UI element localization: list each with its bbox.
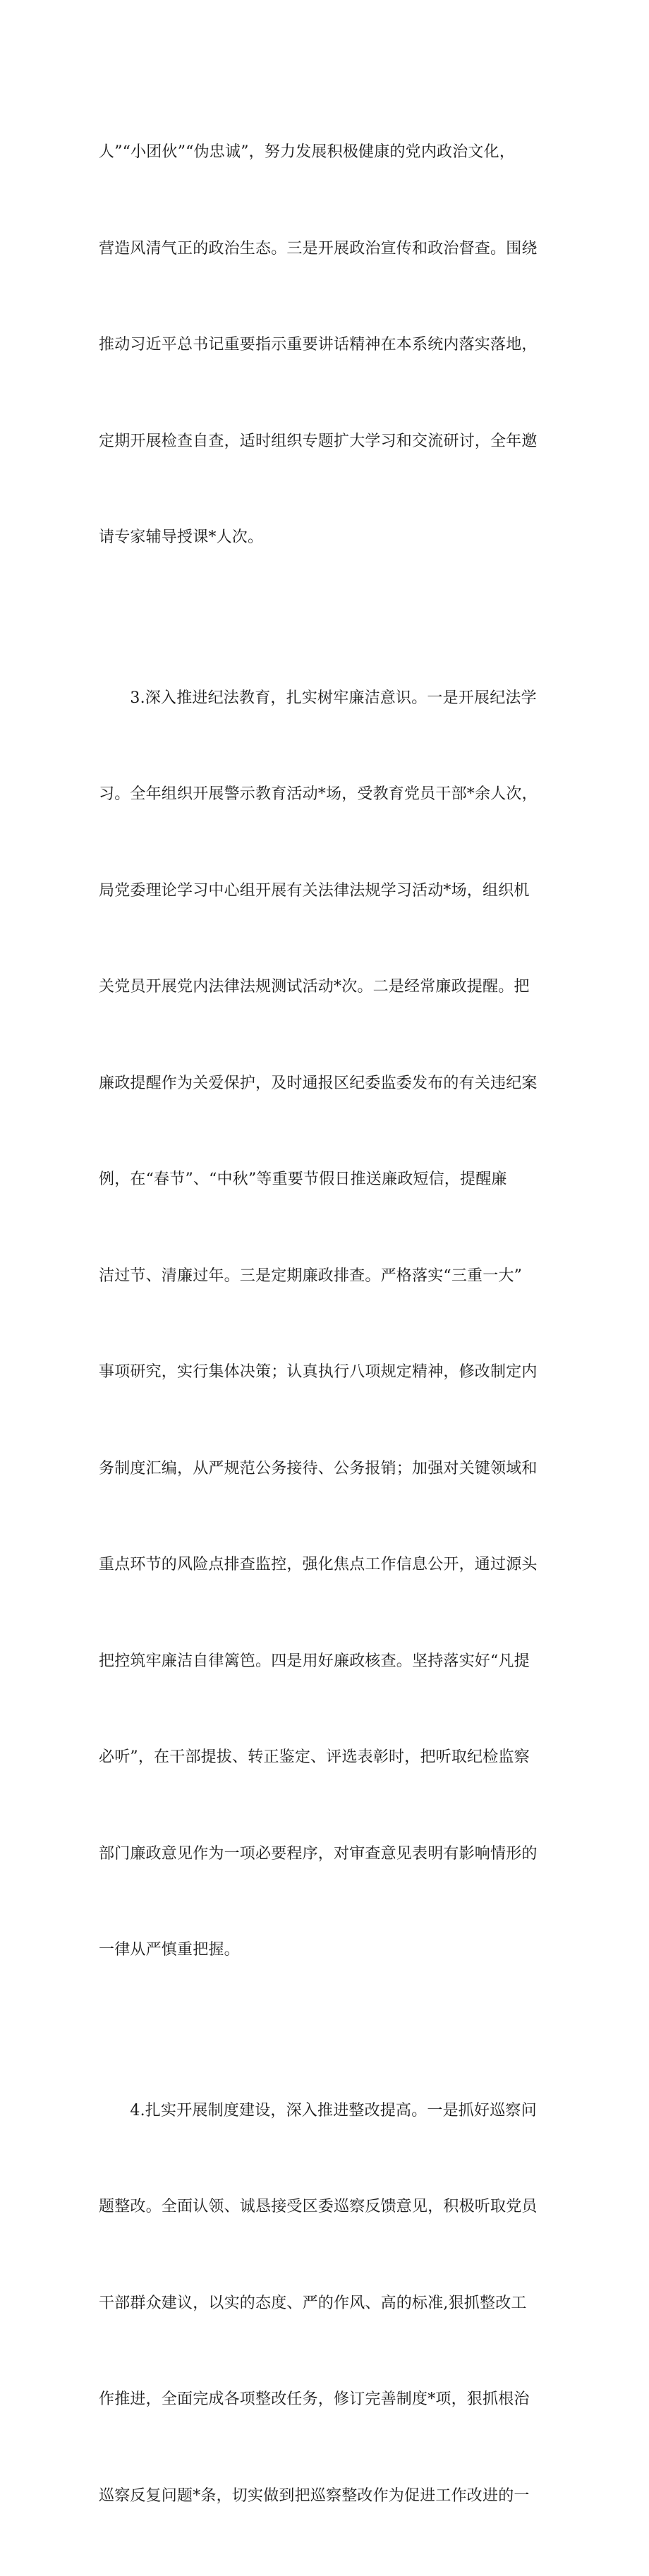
text-line: 4.扎实开展制度建设，深入推进整改提高。一是抓好巡察问 bbox=[99, 2095, 557, 2127]
document-body bbox=[99, 72, 557, 2576]
text-line: 巡察反复问题*条，切实做到把巡察整改作为促进工作改进的一 bbox=[99, 2480, 557, 2512]
text-line: 例，在“春节”、“中秋”等重要节假日推送廉政短信，提醒廉 bbox=[99, 1163, 557, 1196]
text-line: 局党委理论学习中心组开展有关法律法规学习活动*场，组织机 bbox=[99, 875, 557, 907]
text-line: 定期开展检查自查，适时组织专题扩大学习和交流研讨，全年邀 bbox=[99, 425, 557, 458]
text-line: 廉政提醒作为关爱保护，及时通报区纪委监委发布的有关违纪案 bbox=[99, 1068, 557, 1100]
text-line: 一律从严慎重把握。 bbox=[99, 1934, 557, 1966]
paragraph-3 bbox=[99, 2031, 557, 2576]
text-line: 事项研究，实行集体决策；认真执行八项规定精神，修改制定内 bbox=[99, 1356, 557, 1389]
paragraph-1 bbox=[99, 72, 557, 618]
text-line: 请专家辅导授课*人次。 bbox=[99, 521, 557, 554]
text-line: 作推进，全面完成各项整改任务，修订完善制度*项，狠抓根治 bbox=[99, 2383, 557, 2416]
text-line: 习。全年组织开展警示教育活动*场，受教育党员干部*余人次， bbox=[99, 778, 557, 811]
text-line: 推动习近平总书记重要指示重要讲话精神在本系统内落实落地， bbox=[99, 329, 557, 361]
text-line: 重点环节的风险点排查监控，强化焦点工作信息公开，通过源头 bbox=[99, 1549, 557, 1581]
text-line: 部门廉政意见作为一项必要程序，对审查意见表明有影响情形的 bbox=[99, 1838, 557, 1870]
text-line: 把控筑牢廉洁自律篱笆。四是用好廉政核查。坚持落实好“凡提 bbox=[99, 1645, 557, 1678]
text-line: 营造风清气正的政治生态。三是开展政治宣传和政治督查。围绕 bbox=[99, 233, 557, 265]
text-line: 人”“小团伙”“伪忠诚”，努力发展积极健康的党内政治文化， bbox=[99, 136, 557, 169]
text-line: 必听”，在干部提拔、转正鉴定、评选表彰时，把听取纪检监察 bbox=[99, 1741, 557, 1774]
text-line: 干部群众建议，以实的态度、严的作风、高的标准,狠抓整改工 bbox=[99, 2287, 557, 2320]
text-line: 务制度汇编，从严规范公务接待、公务报销；加强对关键领域和 bbox=[99, 1453, 557, 1485]
text-line: 洁过节、清廉过年。三是定期廉政排查。严格落实“三重一大” bbox=[99, 1260, 557, 1293]
paragraph-2 bbox=[99, 618, 557, 2031]
document-page bbox=[0, 0, 649, 918]
text-line: 关党员开展党内法律法规测试活动*次。二是经常廉政提醒。把 bbox=[99, 971, 557, 1003]
text-line: 3.深入推进纪法教育，扎实树牢廉洁意识。一是开展纪法学 bbox=[99, 682, 557, 715]
text-line: 题整改。全面认领、诚恳接受区委巡察反馈意见，积极听取党员 bbox=[99, 2191, 557, 2223]
